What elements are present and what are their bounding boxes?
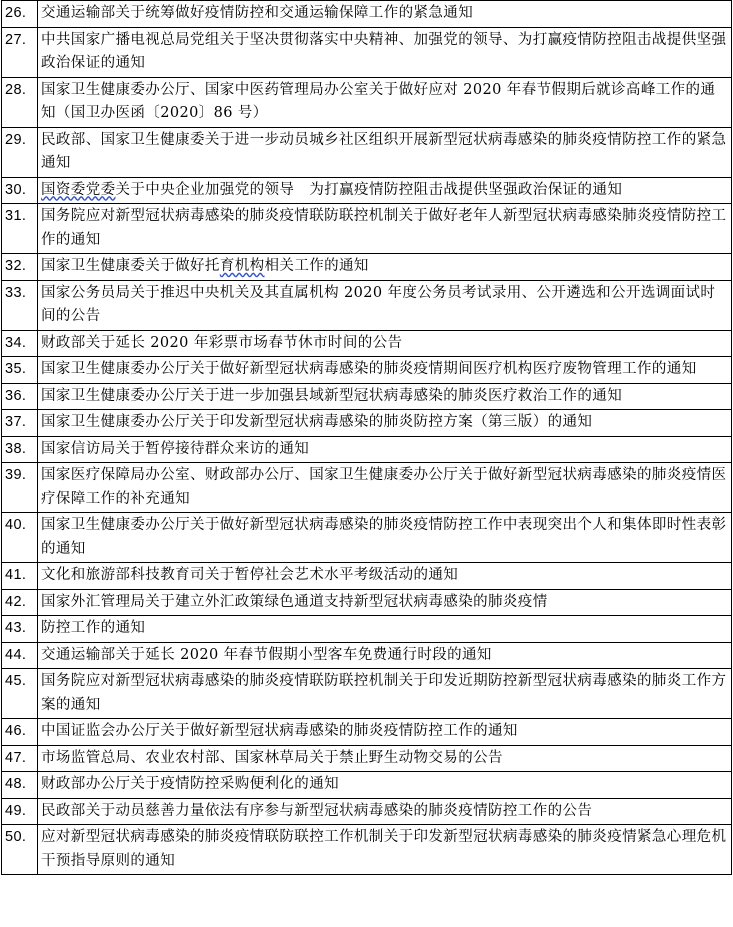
table-row [2,589,732,616]
item-title: 国家卫生健康委办公厅关于进一步加强县域新型冠状病毒感染的肺炎医疗救治工作的通知 [38,383,732,410]
item-title: 国务院应对新型冠状病毒感染的肺炎疫情联防联控机制关于做好老年人新型冠状病毒感染肺炎疫情防控工作的通知 [38,204,732,254]
item-title: 中国证监会办公厅关于做好新型冠状病毒感染的肺炎疫情防控工作的通知 [38,719,732,746]
table-row [2,127,732,177]
item-number: 34. [2,330,38,357]
item-title-rest: 关于中央企业加强党的领导 为打赢疫情防控阻击战提供坚强政治保证的通知 [115,181,623,198]
item-number: 39. [2,463,38,513]
item-title: 国家外汇管理局关于建立外汇政策绿色通道支持新型冠状病毒感染的肺炎疫情 [38,589,732,616]
item-number: 37. [2,410,38,437]
table-row [2,280,732,330]
table-row [2,410,732,437]
table-row [2,745,732,772]
item-number: 31. [2,204,38,254]
item-title: 交通运输部关于统筹做好疫情防控和交通运输保障工作的紧急通知 [38,1,732,28]
item-number: 26. [2,1,38,28]
table-row [2,1,732,28]
item-number: 45. [2,669,38,719]
item-title: 国家卫生健康委办公厅、国家中医药管理局办公室关于做好应对 2020 年春节假期后就诊高峰工作的通知（国卫办医函〔2020〕86 号） [38,77,732,127]
table-row [2,463,732,513]
table-row [2,27,732,77]
table-row [2,330,732,357]
item-number: 36. [2,383,38,410]
item-number: 28. [2,77,38,127]
item-number: 46. [2,719,38,746]
item-number: 47. [2,745,38,772]
item-number: 33. [2,280,38,330]
table-row [2,383,732,410]
table-row [2,772,732,799]
table-row [2,77,732,127]
item-title: 防控工作的通知 [38,616,732,643]
item-title-start: 国家卫生健康委关于做好托 [41,258,220,274]
item-title: 文化和旅游部科技教育司关于暂停社会艺术水平考级活动的通知 [38,563,732,590]
item-number: 40. [2,513,38,563]
item-number: 32. [2,254,38,281]
item-number: 48. [2,772,38,799]
item-title: 财政部办公厅关于疫情防控采购便利化的通知 [38,772,732,799]
item-title: 国家卫生健康委办公厅关于做好新型冠状病毒感染的肺炎疫情防控工作中表现突出个人和集体即时性表彰的通知 [38,513,732,563]
table-row [2,563,732,590]
table-row [2,798,732,825]
notice-list-table [1,0,732,875]
item-title: 国家卫生健康委办公厅关于印发新型冠状病毒感染的肺炎防控方案（第三版）的通知 [38,410,732,437]
item-number: 30. [2,177,38,204]
table-row [2,669,732,719]
spellcheck-underlined-text: 育机构 [219,258,265,274]
table-row [2,204,732,254]
item-number: 29. [2,127,38,177]
item-title: 国家医疗保障局办公室、财政部办公厅、国家卫生健康委办公厅关于做好新型冠状病毒感染的肺炎疫情医疗保障工作的补充通知 [38,463,732,513]
table-row [2,642,732,669]
table-row [2,357,732,384]
item-title: 财政部关于延长 2020 年彩票市场春节休市时间的公告 [38,330,732,357]
table-row [2,616,732,643]
spellcheck-underlined-text: 国资委党委 [41,181,116,198]
item-number: 49. [2,798,38,825]
item-number: 42. [2,589,38,616]
item-title: 国家卫生健康委办公厅关于做好新型冠状病毒感染的肺炎疫情期间医疗机构医疗废物管理工作的通知 [38,357,732,384]
item-title-rest: 相关工作的通知 [264,258,369,274]
item-title: 国家公务员局关于推迟中央机关及其直属机构 2020 年度公务员考试录用、公开遴选和公开选调面试时间的公告 [38,280,732,330]
table-row [2,719,732,746]
item-title: 应对新型冠状病毒感染的肺炎疫情联防联控工作机制关于印发新型冠状病毒感染的肺炎疫情紧急心理危机干预指导原则的通知 [38,825,732,875]
item-title: 民政部、国家卫生健康委关于进一步动员城乡社区组织开展新型冠状病毒感染的肺炎疫情防控工作的紧急通知 [38,127,732,177]
item-title [38,177,732,204]
item-title: 交通运输部关于延长 2020 年春节假期小型客车免费通行时段的通知 [38,642,732,669]
item-number: 38. [2,436,38,463]
table-row [2,825,732,875]
item-title: 国务院应对新型冠状病毒感染的肺炎疫情联防联控机制关于印发近期防控新型冠状病毒感染的肺炎工作方案的通知 [38,669,732,719]
item-title: 市场监管总局、农业农村部、国家林草局关于禁止野生动物交易的公告 [38,745,732,772]
item-title: 民政部关于动员慈善力量依法有序参与新型冠状病毒感染的肺炎疫情防控工作的公告 [38,798,732,825]
item-number: 44. [2,642,38,669]
item-number: 35. [2,357,38,384]
item-number: 41. [2,563,38,590]
item-number: 50. [2,825,38,875]
item-title: 国家信访局关于暂停接待群众来访的通知 [38,436,732,463]
table-row [2,254,732,281]
table-row [2,513,732,563]
table-row [2,177,732,204]
item-title: 中共国家广播电视总局党组关于坚决贯彻落实中央精神、加强党的领导、为打赢疫情防控阻击战提供坚强政治保证的通知 [38,27,732,77]
item-number: 43. [2,616,38,643]
item-title [38,254,732,281]
item-number: 27. [2,27,38,77]
table-row [2,436,732,463]
